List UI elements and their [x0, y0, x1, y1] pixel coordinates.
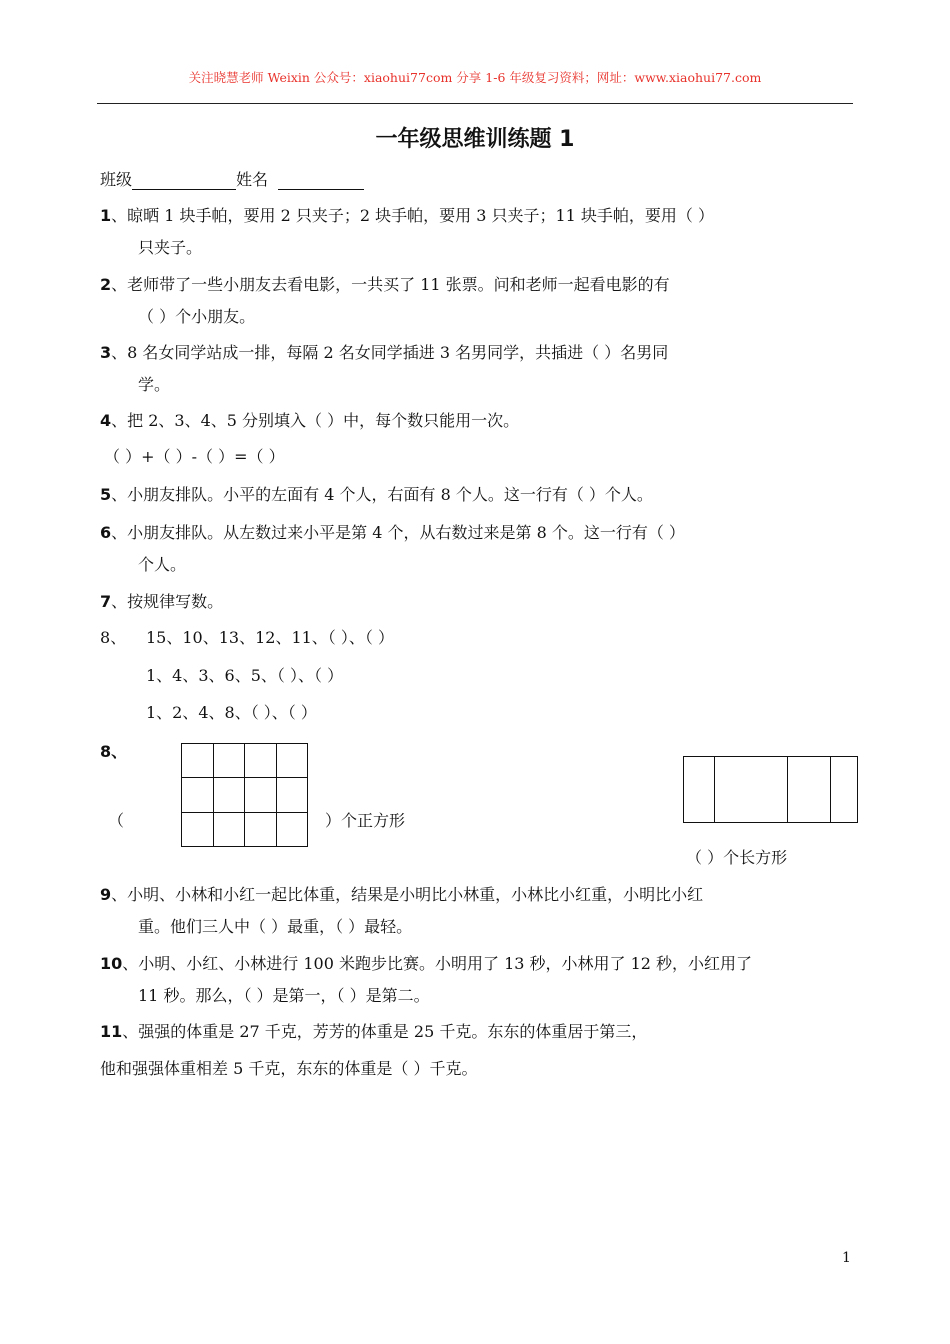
q5-text: 、小朋友排队。小平的左面有 4 个人，右面有 8 个人。这一行有（ ）个人。: [111, 485, 653, 504]
page-number: 1: [842, 1250, 851, 1266]
q5-line1: [100, 485, 653, 505]
class-label: 班级: [100, 170, 133, 189]
q9-line1: [100, 885, 703, 905]
rectangles-answer-label: （ ）个长方形: [686, 848, 788, 867]
class-blank[interactable]: [132, 171, 236, 190]
q8a-line1: [100, 628, 126, 648]
q3-text: 、8 名女同学站成一排，每隔 2 名女同学插进 3 名男同学，共插进（ ）名男同: [111, 343, 669, 362]
student-info: [100, 170, 364, 190]
q11-line2: 他和强强体重相差 5 千克，东东的体重是（ ）千克。: [100, 1059, 478, 1078]
q2-line2: （ ）个小朋友。: [138, 307, 256, 326]
q3-number: 3: [100, 343, 112, 362]
q6-number: 6: [100, 523, 112, 542]
q11-text: 、强强的体重是 27 千克，芳芳的体重是 25 千克。东东的体重居于第三，: [122, 1022, 648, 1041]
q10-number: 10: [100, 954, 123, 973]
q6-line2: 个人。: [138, 555, 187, 574]
q4-equation: （ ）+（ ）-（ ）=（ ）: [104, 447, 285, 466]
q1-line1: [100, 206, 714, 226]
q4-text: 、把 2、3、4、5 分别填入（ ）中，每个数只能用一次。: [111, 411, 520, 430]
name-label: 姓名: [236, 170, 269, 189]
q10-line1: [100, 954, 752, 974]
q1-line2: 只夹子。: [138, 238, 203, 257]
q9-text: 、小明、小林和小红一起比体重，结果是小明比小林重，小林比小红重，小明比小红: [111, 885, 704, 904]
q8a-number: 8: [100, 628, 111, 647]
q4-line1: [100, 411, 519, 431]
q4-number: 4: [100, 411, 112, 430]
q10-text: 、小明、小红、小林进行 100 米跑步比赛。小明用了 13 秒，小林用了 12 秒，小红用了: [122, 954, 753, 973]
q6-text: 、小朋友排队。从左数过来小平是第 4 个，从右数过来是第 8 个。这一行有（ ）: [111, 523, 685, 542]
q8a-sep: 、: [110, 628, 127, 647]
q1-text: 、晾晒 1 块手帕，要用 2 只夹子；2 块手帕，要用 3 只夹子；11 块手帕，要用（ ）: [111, 206, 714, 225]
q10-line2: 11 秒。那么，（ ）是第一，（ ）是第二。: [138, 986, 430, 1005]
q8b-number: 8: [100, 742, 112, 761]
squares-answer-label: ）个正方形: [325, 811, 406, 830]
q7-number: 7: [100, 592, 112, 611]
square-grid-figure: [181, 743, 308, 847]
q3-line1: [100, 343, 668, 363]
q11-line1: [100, 1022, 647, 1042]
q3-line2: 学。: [138, 375, 171, 394]
name-blank[interactable]: [278, 171, 364, 190]
rectangles-figure: [683, 756, 858, 823]
q9-number: 9: [100, 885, 112, 904]
q5-number: 5: [100, 485, 112, 504]
sequence-1: 15、10、13、12、11、（ ）、（ ）: [146, 628, 394, 647]
page-title: 一年级思维训练题 1: [375, 127, 575, 152]
q11-number: 11: [100, 1022, 123, 1041]
squares-open-paren: （: [108, 811, 125, 830]
sequence-3: 1、2、4、8、（ ）、（ ）: [146, 703, 317, 722]
q9-line2: 重。他们三人中（ ）最重，（ ）最轻。: [138, 917, 413, 936]
q7-text: 、按规律写数。: [111, 592, 224, 611]
rect-divider: [787, 757, 788, 822]
rect-divider: [714, 757, 715, 822]
header-banner: 关注晓慧老师 Weixin 公众号：xiaohui77com 分享 1-6 年级复习资料；网址：www.xiaohui77.com: [188, 70, 762, 85]
q2-number: 2: [100, 275, 112, 294]
q7-line1: [100, 592, 223, 612]
q1-number: 1: [100, 206, 112, 225]
sequence-2: 1、4、3、6、5、（ ）、（ ）: [146, 666, 344, 685]
q8b-line1: [100, 742, 127, 762]
q8b-sep: 、: [111, 742, 128, 761]
header-rule: [97, 103, 853, 104]
q2-text: 、老师带了一些小朋友去看电影，一共买了 11 张票。问和老师一起看电影的有: [111, 275, 670, 294]
rect-divider: [830, 757, 831, 822]
q6-line1: [100, 523, 685, 543]
q2-line1: [100, 275, 670, 295]
